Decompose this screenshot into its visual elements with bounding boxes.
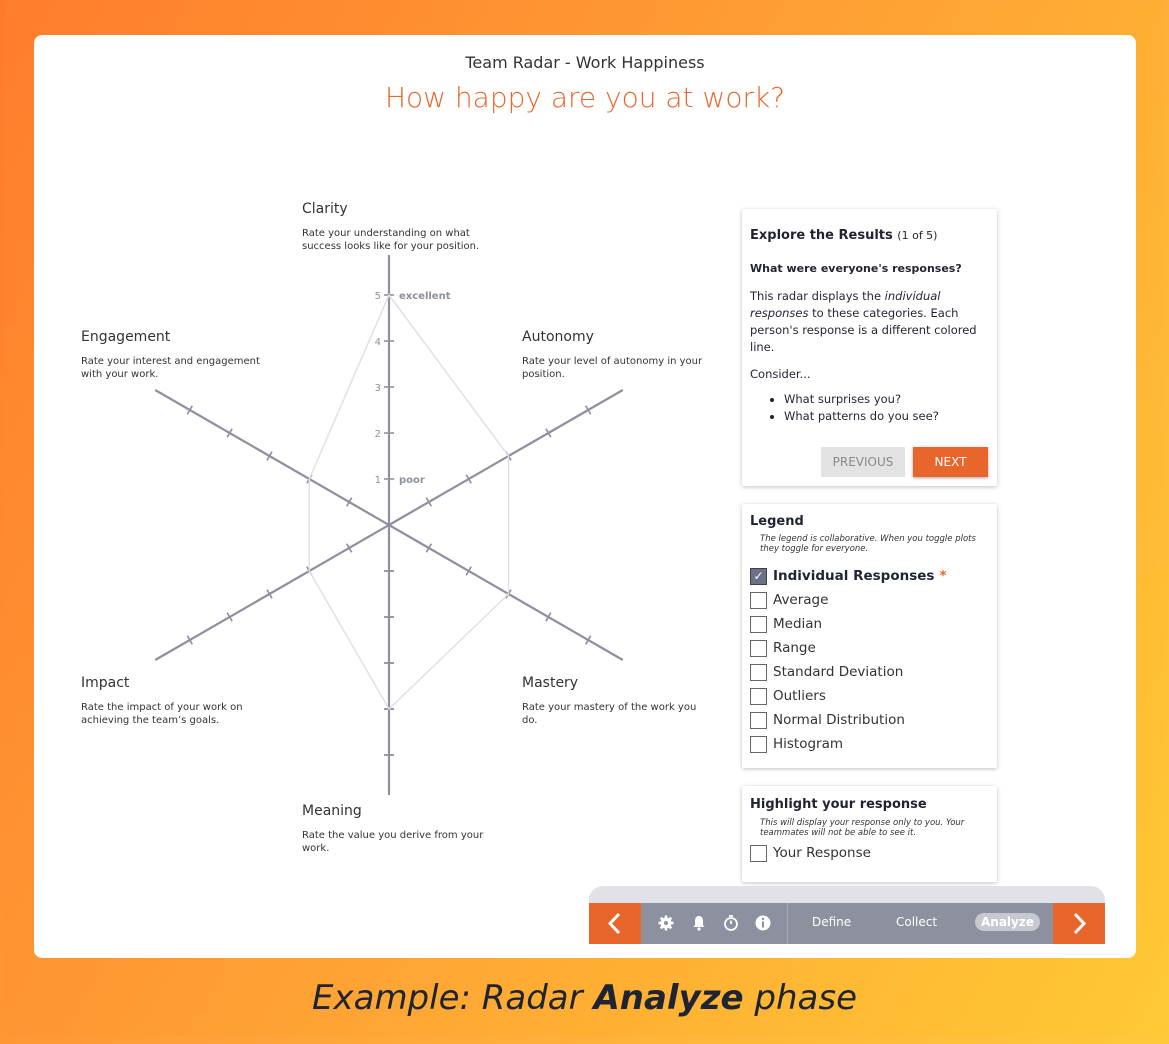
timer-icon[interactable] (722, 914, 740, 932)
option-label: Average (773, 592, 829, 608)
option-label: Histogram (773, 736, 844, 752)
tab-analyze[interactable]: Analyze (975, 913, 1040, 931)
legend-option-histogram[interactable] (750, 732, 997, 756)
checkbox-icon[interactable] (750, 688, 767, 705)
checkbox-icon[interactable] (750, 640, 767, 657)
category-desc: Rate the impact of your work on achieving the team’s goals. (81, 702, 243, 726)
highlight-title: Highlight your response (750, 797, 927, 812)
checkbox-checked-icon[interactable]: ✓ (750, 568, 767, 585)
checkbox-icon[interactable] (750, 664, 767, 681)
caption-bold: Analyze (593, 978, 744, 1018)
highlight-panel (742, 786, 997, 882)
explore-panel (742, 209, 997, 486)
category-desc: Rate your interest and engagement with your work. (81, 356, 260, 380)
explore-body-em: individual responses (750, 289, 941, 320)
required-star: * (939, 568, 947, 584)
highlight-options (742, 838, 997, 865)
category-desc: Rate your mastery of the work you do. (522, 702, 697, 726)
radar-scale-label: 3 (374, 383, 381, 394)
chevron-left-icon (589, 903, 641, 944)
info-icon[interactable] (754, 914, 772, 932)
radar-scale-max: excellent (399, 291, 451, 302)
category-mastery (522, 675, 712, 727)
previous-button[interactable]: PREVIOUS (821, 447, 905, 477)
legend-panel (742, 504, 997, 768)
caption-pre: Example: Radar (312, 978, 594, 1018)
legend-option-average[interactable] (750, 588, 997, 612)
checkbox-icon[interactable] (750, 736, 767, 753)
legend-options (742, 554, 997, 756)
tab-define[interactable]: Define (812, 915, 852, 929)
category-clarity (302, 201, 492, 253)
caption-post: phase (743, 978, 857, 1018)
checkbox-icon[interactable] (750, 592, 767, 609)
chevron-right-icon (1053, 903, 1105, 944)
explore-counter: (1 of 5) (897, 229, 938, 242)
radar-scale-label: 1 (374, 475, 381, 486)
option-label: Median (773, 616, 823, 632)
bell-icon[interactable] (690, 914, 708, 932)
list-item: • What surprises you? (784, 391, 997, 408)
radar-scale-label: 4 (374, 337, 381, 348)
legend-note: The legend is collaborative. When you toggle plots they toggle for everyone. (760, 534, 976, 554)
radar-scale-label: 2 (374, 429, 381, 440)
option-label: Standard Deviation (773, 664, 904, 680)
back-arrow-button[interactable] (589, 903, 641, 944)
explore-question: What were everyone's responses? (750, 262, 962, 275)
checkbox-icon[interactable] (750, 712, 767, 729)
explore-consider: Consider... (750, 367, 811, 381)
legend-title: Legend (750, 514, 804, 529)
forward-arrow-button[interactable] (1053, 903, 1105, 944)
explore-body-post: to these categories. Each person's response is a different colored line. (750, 306, 977, 354)
option-label: Range (773, 640, 816, 656)
option-label: Normal Distribution (773, 712, 905, 728)
highlight-option-your-response[interactable] (750, 841, 997, 865)
category-name: Engagement (81, 329, 171, 345)
explore-bullets (742, 391, 997, 425)
option-label: Individual Responses (773, 568, 935, 584)
explore-title (742, 209, 997, 243)
option-label: Outliers (773, 688, 826, 704)
legend-option-standard-deviation[interactable] (750, 660, 997, 684)
category-name: Clarity (302, 201, 348, 217)
list-item: • What patterns do you see? (784, 408, 997, 425)
category-name: Mastery (522, 675, 579, 691)
explore-title-text: Explore the Results (750, 228, 893, 243)
next-button[interactable]: NEXT (913, 447, 988, 477)
explore-body (742, 275, 997, 356)
main-card (34, 35, 1136, 958)
legend-option-range[interactable] (750, 636, 997, 660)
checkbox-icon[interactable] (750, 616, 767, 633)
legend-option-outliers[interactable] (750, 684, 997, 708)
radar-scale-min: poor (399, 475, 425, 486)
category-desc: Rate your level of autonomy in your position. (522, 356, 703, 380)
category-desc: Rate the value you derive from your work. (302, 830, 484, 854)
category-name: Autonomy (522, 329, 594, 345)
legend-option-individual-responses[interactable] (750, 564, 997, 588)
checkbox-icon[interactable] (750, 845, 767, 862)
category-impact (81, 675, 271, 727)
category-meaning (302, 803, 492, 855)
tab-collect[interactable]: Collect (896, 915, 938, 929)
phase-navbar (589, 903, 1105, 944)
explore-body-pre: This radar displays the (750, 289, 885, 303)
page-subtitle: Team Radar - Work Happiness (465, 53, 705, 72)
gear-icon[interactable] (657, 914, 675, 932)
option-label: Your Response (773, 845, 871, 861)
radar-scale-label: 5 (374, 291, 381, 302)
legend-option-normal-distribution[interactable] (750, 708, 997, 732)
category-autonomy (522, 329, 712, 381)
highlight-note: This will display your response only to you. Your teammates will not be able to see it. (760, 818, 965, 838)
page-title: How happy are you at work? (384, 81, 786, 114)
category-name: Impact (81, 675, 130, 691)
category-desc: Rate your understanding on what success looks like for your position. (302, 228, 480, 252)
category-name: Meaning (302, 803, 362, 819)
response-polygon (309, 295, 508, 709)
nav-divider (787, 903, 788, 944)
legend-option-median[interactable] (750, 612, 997, 636)
category-engagement (81, 329, 271, 381)
caption (0, 978, 1169, 1018)
